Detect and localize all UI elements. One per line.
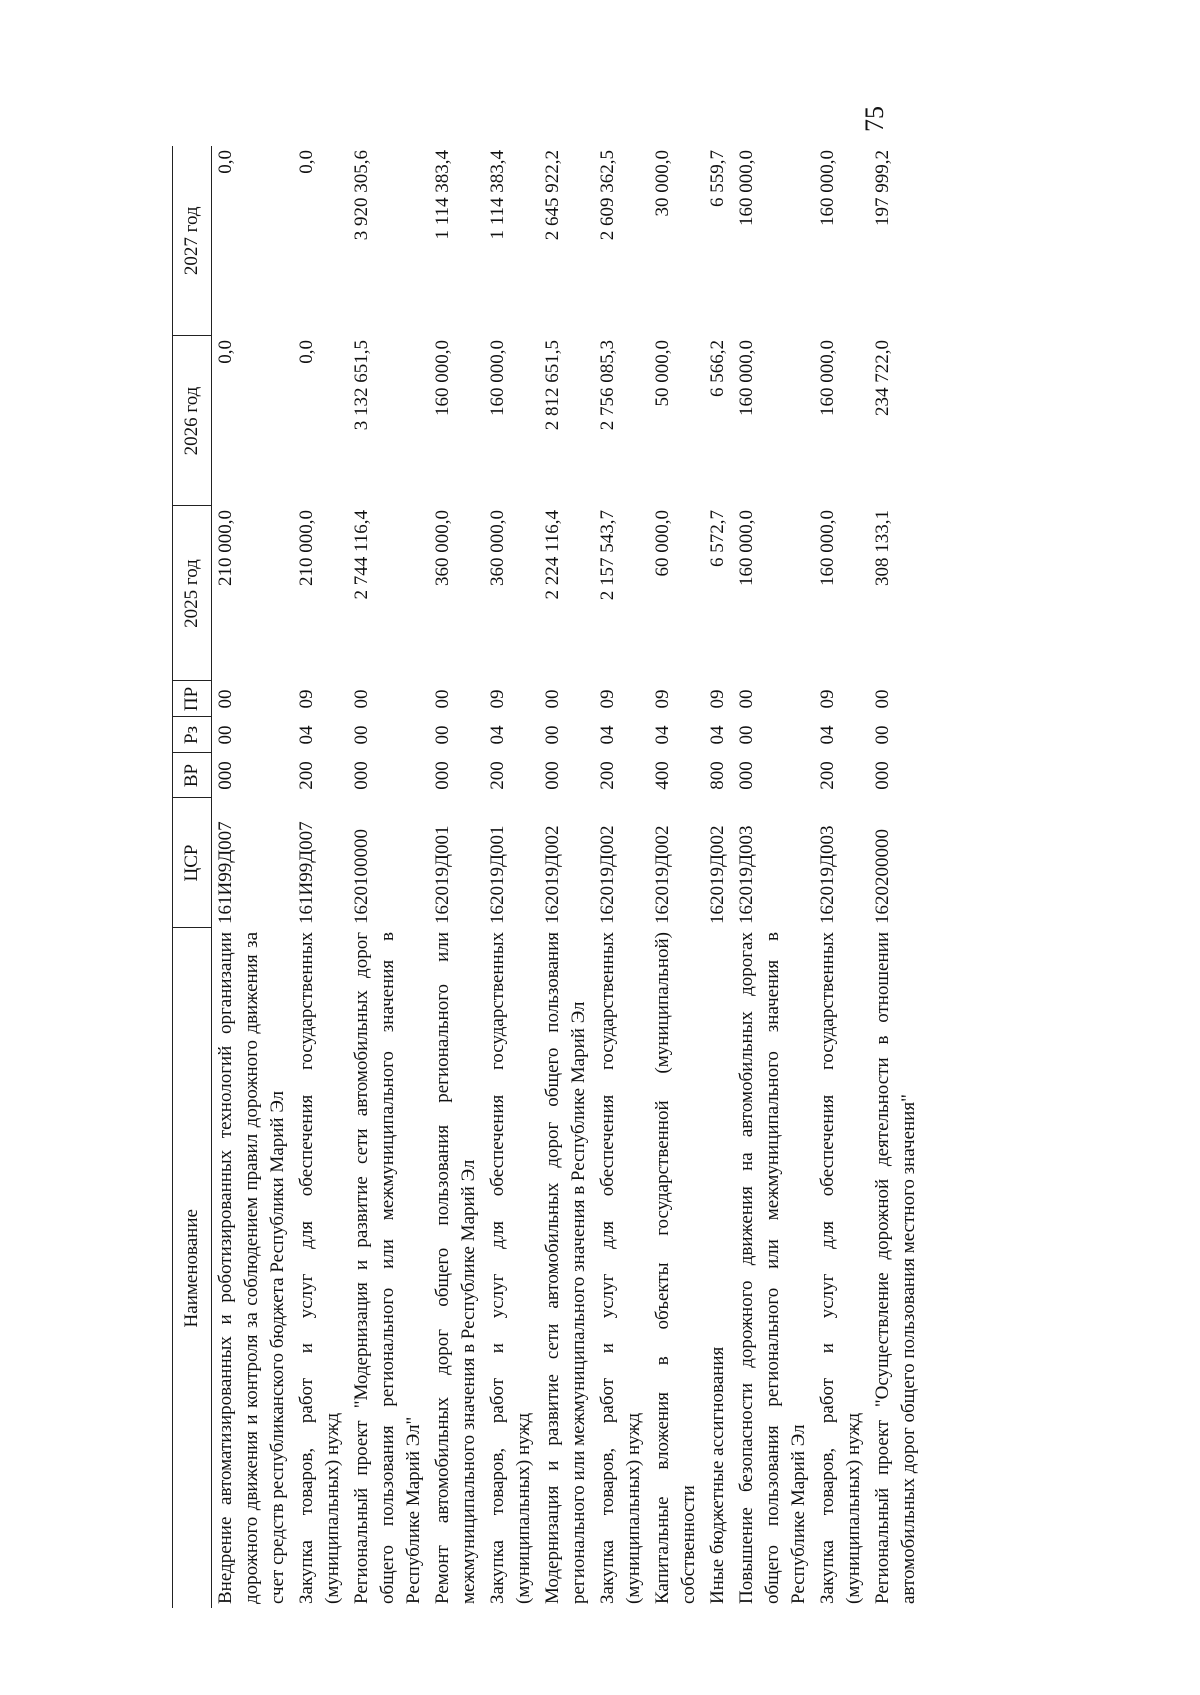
row-2026: 234 722,0	[872, 340, 893, 416]
row-name: Региональный проект "Модернизация и развитие сети автомобильных дорог общего пользования регионального или межмуниципального значения в Республике Марий Эл"	[351, 932, 424, 1604]
row-rz: 04	[597, 725, 618, 745]
row-csr: 162019Д002	[597, 825, 618, 924]
row-pr: 09	[296, 689, 317, 709]
row-2025: 160 000,0	[736, 510, 757, 586]
row-2025: 210 000,0	[215, 510, 236, 586]
row-csr: 1620100000	[351, 829, 372, 924]
header-2027: 2027 год	[173, 146, 212, 336]
row-2026: 6 566,2	[707, 340, 728, 397]
row-2026: 160 000,0	[736, 340, 757, 416]
row-name: Модернизация и развитие сети автомобильных дорог общего пользования регионального или межмуниципального значения в Республике Марий Эл	[542, 932, 589, 1604]
row-pr: 09	[597, 689, 618, 709]
row-2025: 2 744 116,4	[351, 510, 372, 600]
row-pr: 09	[817, 689, 838, 709]
header-csr: ЦСР	[173, 798, 212, 928]
row-pr: 00	[432, 689, 453, 709]
row-2025: 360 000,0	[487, 510, 508, 586]
table-row	[733, 146, 814, 1608]
table-row	[429, 146, 484, 1608]
rotated-table-container	[172, 146, 952, 1608]
row-vr: 200	[597, 761, 618, 790]
row-2026: 50 000,0	[652, 340, 673, 407]
header-name: Наименование	[173, 928, 212, 1608]
row-vr: 000	[432, 761, 453, 790]
row-2026: 160 000,0	[432, 340, 453, 416]
row-2026: 160 000,0	[817, 340, 838, 416]
row-name: Ремонт автомобильных дорог общего пользования регионального или межмуниципального значения в Республике Марий Эл	[432, 932, 479, 1604]
row-2027: 160 000,0	[736, 150, 757, 226]
header-pr: ПР	[173, 681, 212, 717]
row-csr: 162019Д003	[817, 825, 838, 924]
row-rz: 00	[542, 725, 563, 745]
row-pr: 00	[542, 689, 563, 709]
row-vr: 400	[652, 761, 673, 790]
row-2026: 2 812 651,5	[542, 340, 563, 431]
row-pr: 00	[872, 689, 893, 709]
table-row	[814, 146, 869, 1608]
table-row	[594, 146, 649, 1608]
table-row	[704, 146, 733, 1608]
row-2026: 0,0	[215, 340, 236, 364]
row-csr: 162019Д002	[652, 825, 673, 924]
row-2027: 2 645 922,2	[542, 150, 563, 241]
row-rz: 04	[296, 725, 317, 745]
row-2027: 0,0	[296, 150, 317, 174]
row-2025: 60 000,0	[652, 510, 673, 577]
row-pr: 09	[487, 689, 508, 709]
row-2025: 6 572,7	[707, 510, 728, 567]
row-2027: 1 114 383,4	[432, 150, 453, 240]
row-pr: 00	[736, 689, 757, 709]
row-rz: 00	[351, 725, 372, 745]
row-name: Закупка товаров, работ и услуг для обеспечения государственных (муниципальных) нужд	[817, 932, 864, 1604]
row-csr: 162019Д001	[487, 825, 508, 924]
row-2025: 160 000,0	[817, 510, 838, 586]
row-pr: 00	[351, 689, 372, 709]
row-name: Закупка товаров, работ и услуг для обеспечения государственных (муниципальных) нужд	[296, 932, 343, 1604]
budget-table	[172, 146, 924, 1608]
row-2025: 308 133,1	[872, 510, 893, 586]
row-vr: 800	[707, 761, 728, 790]
table-row	[649, 146, 704, 1608]
row-rz: 00	[215, 725, 236, 745]
table-row	[539, 146, 594, 1608]
header-2025: 2025 год	[173, 506, 212, 681]
row-csr: 161И99Д007	[215, 821, 236, 924]
row-2027: 0,0	[215, 150, 236, 174]
row-rz: 00	[432, 725, 453, 745]
table-row	[484, 146, 539, 1608]
table-row	[293, 146, 348, 1608]
row-name: Капитальные вложения в объекты государственной (муниципальной) собственности	[652, 932, 699, 1604]
row-pr: 09	[707, 689, 728, 709]
row-name: Закупка товаров, работ и услуг для обеспечения государственных (муниципальных) нужд	[487, 932, 534, 1604]
header-vr: ВР	[173, 753, 212, 798]
row-name: Закупка товаров, работ и услуг для обеспечения государственных (муниципальных) нужд	[597, 932, 644, 1604]
row-name: Повышение безопасности дорожного движения на автомобильных дорогах общего пользования регионального или межмуниципального значения в Республике Марий Эл	[736, 932, 809, 1604]
row-vr: 000	[215, 761, 236, 790]
row-vr: 200	[487, 761, 508, 790]
row-rz: 04	[652, 725, 673, 745]
row-2027: 3 920 305,6	[351, 150, 372, 241]
header-rz: Рз	[173, 717, 212, 753]
row-csr: 162019Д002	[542, 825, 563, 924]
row-vr: 000	[736, 761, 757, 790]
row-csr: 1620200000	[872, 829, 893, 924]
row-csr: 161И99Д007	[296, 821, 317, 924]
row-rz: 00	[872, 725, 893, 745]
row-pr: 00	[215, 689, 236, 709]
row-2027: 197 999,2	[872, 150, 893, 226]
row-vr: 200	[817, 761, 838, 790]
row-2027: 160 000,0	[817, 150, 838, 226]
row-2027: 1 114 383,4	[487, 150, 508, 240]
row-2025: 2 157 543,7	[597, 510, 618, 601]
row-2026: 0,0	[296, 340, 317, 364]
page-number: 75	[860, 106, 889, 132]
row-name: Внедрение автоматизированных и роботизированных технологий организации дорожного движения и контроля за соблюдением правил дорожного движения за счет средств республиканского бюджета Республики Марий Эл	[215, 932, 288, 1604]
row-name: Иные бюджетные ассигнования	[707, 1346, 728, 1604]
header-2026: 2026 год	[173, 336, 212, 506]
row-rz: 04	[817, 725, 838, 745]
row-2027: 6 559,7	[707, 150, 728, 207]
row-vr: 000	[542, 761, 563, 790]
row-2026: 160 000,0	[487, 340, 508, 416]
row-csr: 162019Д002	[707, 825, 728, 924]
row-pr: 09	[652, 689, 673, 709]
row-2025: 2 224 116,4	[542, 510, 563, 600]
row-2026: 2 756 085,3	[597, 340, 618, 431]
row-2025: 210 000,0	[296, 510, 317, 586]
row-csr: 162019Д003	[736, 825, 757, 924]
row-rz: 04	[487, 725, 508, 745]
table-row	[869, 146, 924, 1608]
row-csr: 162019Д001	[432, 825, 453, 924]
table-header-row	[173, 146, 212, 1608]
row-rz: 00	[736, 725, 757, 745]
row-rz: 04	[707, 725, 728, 745]
row-vr: 000	[351, 761, 372, 790]
row-2026: 3 132 651,5	[351, 340, 372, 431]
row-vr: 200	[296, 761, 317, 790]
row-2027: 2 609 362,5	[597, 150, 618, 241]
row-2025: 360 000,0	[432, 510, 453, 586]
row-name: Региональный проект "Осуществление дорожной деятельности в отношении автомобильных дорог общего пользования местного значения"	[872, 932, 919, 1604]
row-vr: 000	[872, 761, 893, 790]
table-row	[212, 146, 294, 1608]
table-row	[348, 146, 429, 1608]
row-2027: 30 000,0	[652, 150, 673, 217]
